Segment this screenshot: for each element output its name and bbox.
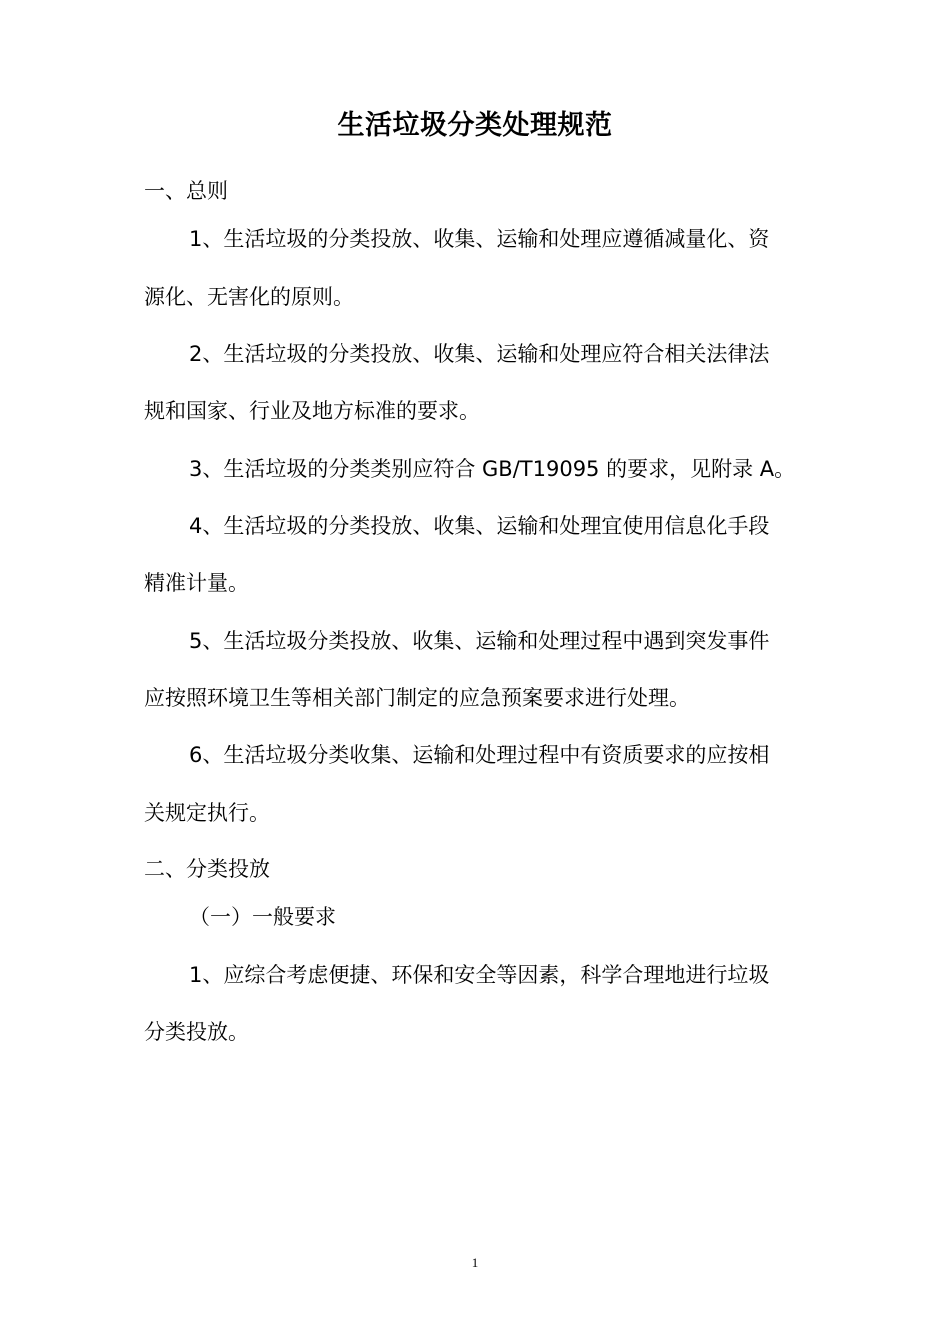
paragraph-line: 1、生活垃圾的分类投放、收集、运输和处理应遵循减量化、资: [189, 227, 770, 251]
section-heading-general: 一、总则: [144, 179, 228, 203]
paragraph-line: 关规定执行。: [144, 801, 270, 825]
paragraph-line: 规和国家、行业及地方标准的要求。: [144, 399, 480, 423]
page-number: 1: [471, 1255, 479, 1270]
paragraph-line: 4、生活垃圾的分类投放、收集、运输和处理宜使用信息化手段: [189, 514, 770, 538]
paragraph-line: 2、生活垃圾的分类投放、收集、运输和处理应符合相关法律法: [189, 342, 770, 366]
paragraph-line: 分类投放。: [144, 1020, 249, 1044]
paragraph-line: 精准计量。: [144, 571, 249, 595]
paragraph-line: 5、生活垃圾分类投放、收集、运输和处理过程中遇到突发事件: [189, 629, 770, 653]
document-title: 生活垃圾分类处理规范: [337, 110, 613, 141]
section-heading-sorting: 二、分类投放: [144, 857, 270, 881]
subsection-heading: （一）一般要求: [189, 905, 336, 929]
paragraph-line: 应按照环境卫生等相关部门制定的应急预案要求进行处理。: [144, 686, 690, 710]
paragraph-line: 1、应综合考虑便捷、环保和安全等因素，科学合理地进行垃圾: [189, 963, 770, 987]
paragraph-line: 6、生活垃圾分类收集、运输和处理过程中有资质要求的应按相: [189, 743, 770, 767]
paragraph-line: 源化、无害化的原则。: [144, 285, 354, 309]
paragraph-line: 3、生活垃圾的分类类别应符合 GB/T19095 的要求，见附录 A。: [189, 457, 796, 481]
